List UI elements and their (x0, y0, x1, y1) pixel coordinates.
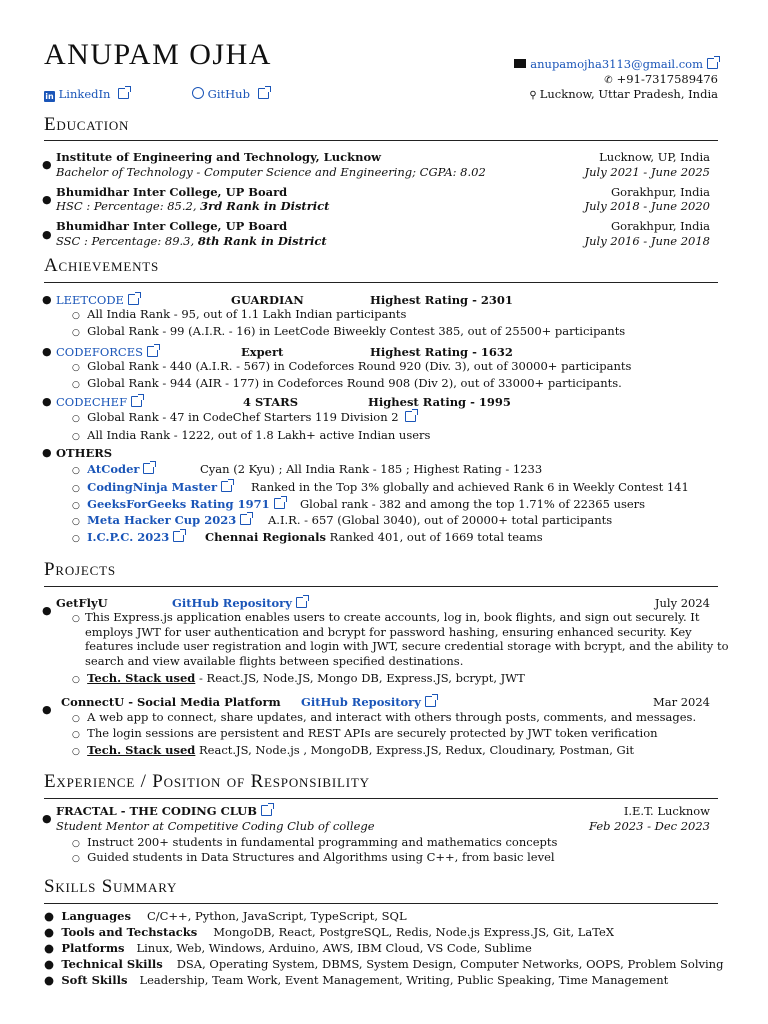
school-dates: July 2016 - June 2018 (584, 234, 710, 248)
list-item: ○ All India Rank - 95, out of 1.1 Lakh Indian participants (72, 307, 407, 321)
skill-row: ● Platforms Linux, Web, Windows, Arduino, AWS, IBM Cloud, VS Code, Sublime (44, 941, 532, 955)
skill-row: ● Soft Skills Leadership, Team Work, Event Management, Writing, Public Speaking, Time Management (44, 973, 669, 987)
bullet-icon: ● (42, 395, 52, 408)
external-link-icon (128, 294, 139, 305)
candidate-name: ANUPAM OJHA (44, 38, 272, 71)
external-link-icon (707, 58, 718, 69)
icpc-detail: Chennai Regionals Ranked 401, out of 1669 total teams (205, 530, 543, 544)
list-item: ○ I.C.P.C. 2023 (72, 530, 184, 544)
external-link-icon (274, 498, 285, 509)
school-name: Bhumidhar Inter College, UP Board (56, 185, 288, 199)
section-title-education: Education (44, 114, 130, 135)
school-location: Gorakhpur, India (611, 219, 710, 233)
experience-location: I.E.T. Lucknow (623, 804, 710, 818)
list-item: ○ (72, 614, 80, 624)
school-name: Institute of Engineering and Technology, Lucknow (56, 150, 382, 164)
list-item: ○ All India Rank - 1222, out of 1.8 Lakh+ active Indian users (72, 428, 431, 442)
section-title-achievements: Achievements (44, 255, 160, 276)
section-title-experience: Experience / Position of Responsibility (44, 771, 370, 792)
school-dates: July 2021 - June 2025 (584, 165, 710, 179)
codingninja-detail: Ranked in the Top 3% globally and achieved Rank 6 in Weekly Contest 141 (251, 480, 689, 494)
atcoder-detail: Cyan (2 Kyu) ; All India Rank - 185 ; Highest Rating - 1233 (200, 462, 543, 476)
tech-stack: ○ Tech. Stack used - React.JS, Node.JS, Mongo DB, Express.JS, bcrypt, JWT (72, 671, 525, 685)
project-description: This Express.js application enables users to create accounts, log in, book flights, and sign out securely. It employs JWT for user authentication and bcrypt for password hashing, ensuring enhanced security. Key features include user registration and login with JWT, secure credential storage with bcrypt, and the ability to search and view available flights between specified destinations. (85, 610, 729, 668)
codeforces-link[interactable]: CODEFORCES (56, 345, 158, 359)
location-icon: ⚲ (529, 90, 537, 101)
external-link-icon (173, 531, 184, 542)
gfg-detail: Global rank - 382 and among the top 1.71% of 22365 users (300, 497, 646, 511)
atcoder-link[interactable]: AtCoder (87, 462, 140, 476)
list-item: ○ Global Rank - 440 (A.I.R. - 567) in Codeforces Round 920 (Div. 3), out of 30000+ participants (72, 359, 632, 373)
project-repo-link[interactable]: GitHub Repository (172, 596, 307, 610)
list-item: ○ Meta Hacker Cup 2023 (72, 513, 251, 527)
project-repo-link[interactable]: GitHub Repository (301, 695, 436, 709)
bullet-icon: ● (42, 446, 52, 459)
email-address: anupamojha3113@gmail.com (530, 57, 703, 71)
list-item: ○ Global Rank - 47 in CodeChef Starters 119 Division 2 (72, 410, 416, 424)
external-link-icon (261, 805, 272, 816)
external-link-icon[interactable] (405, 411, 416, 422)
external-link-icon (240, 514, 251, 525)
bullet-icon: ● (42, 228, 52, 241)
degree-detail: SSC : Percentage: 89.3, 8th Rank in District (56, 234, 327, 248)
project-name: ConnectU - Social Media Platform (61, 695, 281, 709)
external-link-icon (296, 597, 307, 608)
codeforces-rating: Highest Rating - 1632 (370, 345, 513, 359)
linkedin-label: LinkedIn (58, 87, 111, 101)
bullet-icon: ● (42, 158, 52, 171)
external-link-icon (118, 88, 129, 99)
school-dates: July 2018 - June 2020 (584, 199, 710, 213)
section-divider (44, 140, 718, 141)
section-divider (44, 282, 718, 283)
external-link-icon (221, 481, 232, 492)
phone-number: ✆ +91-7317589476 (604, 72, 718, 86)
external-link-icon (143, 463, 154, 474)
section-title-skills: Skills Summary (44, 876, 178, 897)
list-item: ○ CodingNinja Master (72, 480, 232, 494)
skill-row: ● Languages C/C++, Python, JavaScript, TypeScript, SQL (44, 909, 407, 923)
project-date: July 2024 (654, 596, 710, 610)
project-name: GetFlyU (56, 596, 108, 610)
bullet-icon: ● (42, 193, 52, 206)
tech-stack: ○ Tech. Stack used React.JS, Node.js , MongoDB, Express.JS, Redux, Cloudinary, Postman, Git (72, 743, 635, 757)
bullet-icon: ● (42, 604, 52, 617)
school-name: Bhumidhar Inter College, UP Board (56, 219, 288, 233)
leetcode-link[interactable]: LEETCODE (56, 293, 139, 307)
list-item: ○ Global Rank - 944 (AIR - 177) in Codeforces Round 908 (Div 2), out of 33000+ participants. (72, 376, 622, 390)
experience-org-link[interactable]: FRACTAL - THE CODING CLUB (56, 804, 272, 818)
codingninja-link[interactable]: CodingNinja Master (87, 480, 218, 494)
degree-detail: Bachelor of Technology - Computer Science and Engineering; CGPA: 8.02 (56, 165, 486, 179)
list-item: ○ AtCoder (72, 462, 154, 476)
school-location: Gorakhpur, India (611, 185, 710, 199)
linkedin-link[interactable] (44, 87, 129, 102)
email-icon (514, 59, 526, 68)
experience-dates: Feb 2023 - Dec 2023 (588, 819, 710, 833)
experience-role: Student Mentor at Competitive Coding Club of college (56, 819, 375, 833)
codeforces-level: Expert (241, 345, 284, 359)
phone-icon: ✆ (604, 75, 613, 86)
linkedin-icon: in (45, 92, 54, 101)
location: ⚲ Lucknow, Uttar Pradesh, India (529, 87, 718, 101)
bullet-icon: ● (42, 345, 52, 358)
others-heading: OTHERS (56, 446, 113, 460)
skill-row: ● Technical Skills DSA, Operating System, DBMS, System Design, Computer Networks, OOPS, Problem Solving (44, 957, 724, 971)
codechef-level: 4 STARS (243, 395, 299, 409)
github-icon (192, 87, 204, 99)
codechef-rating: Highest Rating - 1995 (368, 395, 511, 409)
bullet-icon: ● (42, 293, 52, 306)
school-location: Lucknow, UP, India (599, 150, 710, 164)
leetcode-rating: Highest Rating - 2301 (370, 293, 513, 307)
github-label: GitHub (207, 87, 250, 101)
github-link[interactable] (192, 87, 269, 101)
meta-hacker-cup-link[interactable]: Meta Hacker Cup 2023 (87, 513, 237, 527)
project-date: Mar 2024 (652, 695, 710, 709)
list-item: ○ GeeksForGeeks Rating 1971 (72, 497, 285, 511)
skill-row: ● Tools and Techstacks MongoDB, React, PostgreSQL, Redis, Node.js Express.JS, Git, LaTeX (44, 925, 615, 939)
external-link-icon (425, 696, 436, 707)
list-item: ○ Instruct 200+ students in fundamental programming and mathematics concepts (72, 835, 558, 849)
leetcode-level: GUARDIAN (231, 293, 304, 307)
list-item: ○ The login sessions are persistent and REST APIs are securely protected by JWT token verification (72, 726, 658, 740)
bullet-icon: ● (42, 812, 52, 825)
external-link-icon (131, 396, 142, 407)
degree-detail: HSC : Percentage: 85.2, 3rd Rank in District (56, 199, 330, 213)
list-item: ○ Global Rank - 99 (A.I.R. - 16) in LeetCode Biweekly Contest 385, out of 25500+ participants (72, 324, 626, 338)
section-divider (44, 798, 718, 799)
section-divider (44, 903, 718, 904)
codechef-link[interactable]: CODECHEF (56, 395, 142, 409)
icpc-link[interactable]: I.C.P.C. 2023 (87, 530, 170, 544)
section-divider (44, 586, 718, 587)
bullet-icon: ● (42, 703, 52, 716)
list-item: ○ A web app to connect, share updates, and interact with others through posts, comments, and messages. (72, 710, 697, 724)
list-item: ○ Guided students in Data Structures and Algorithms using C++, from basic level (72, 850, 555, 864)
external-link-icon (258, 88, 269, 99)
external-link-icon (147, 346, 158, 357)
email-link[interactable] (514, 57, 718, 71)
section-title-projects: Projects (44, 559, 116, 580)
meta-hacker-cup-detail: A.I.R. - 657 (Global 3040), out of 20000+ total participants (268, 513, 613, 527)
gfg-link[interactable]: GeeksForGeeks Rating 1971 (87, 497, 270, 511)
